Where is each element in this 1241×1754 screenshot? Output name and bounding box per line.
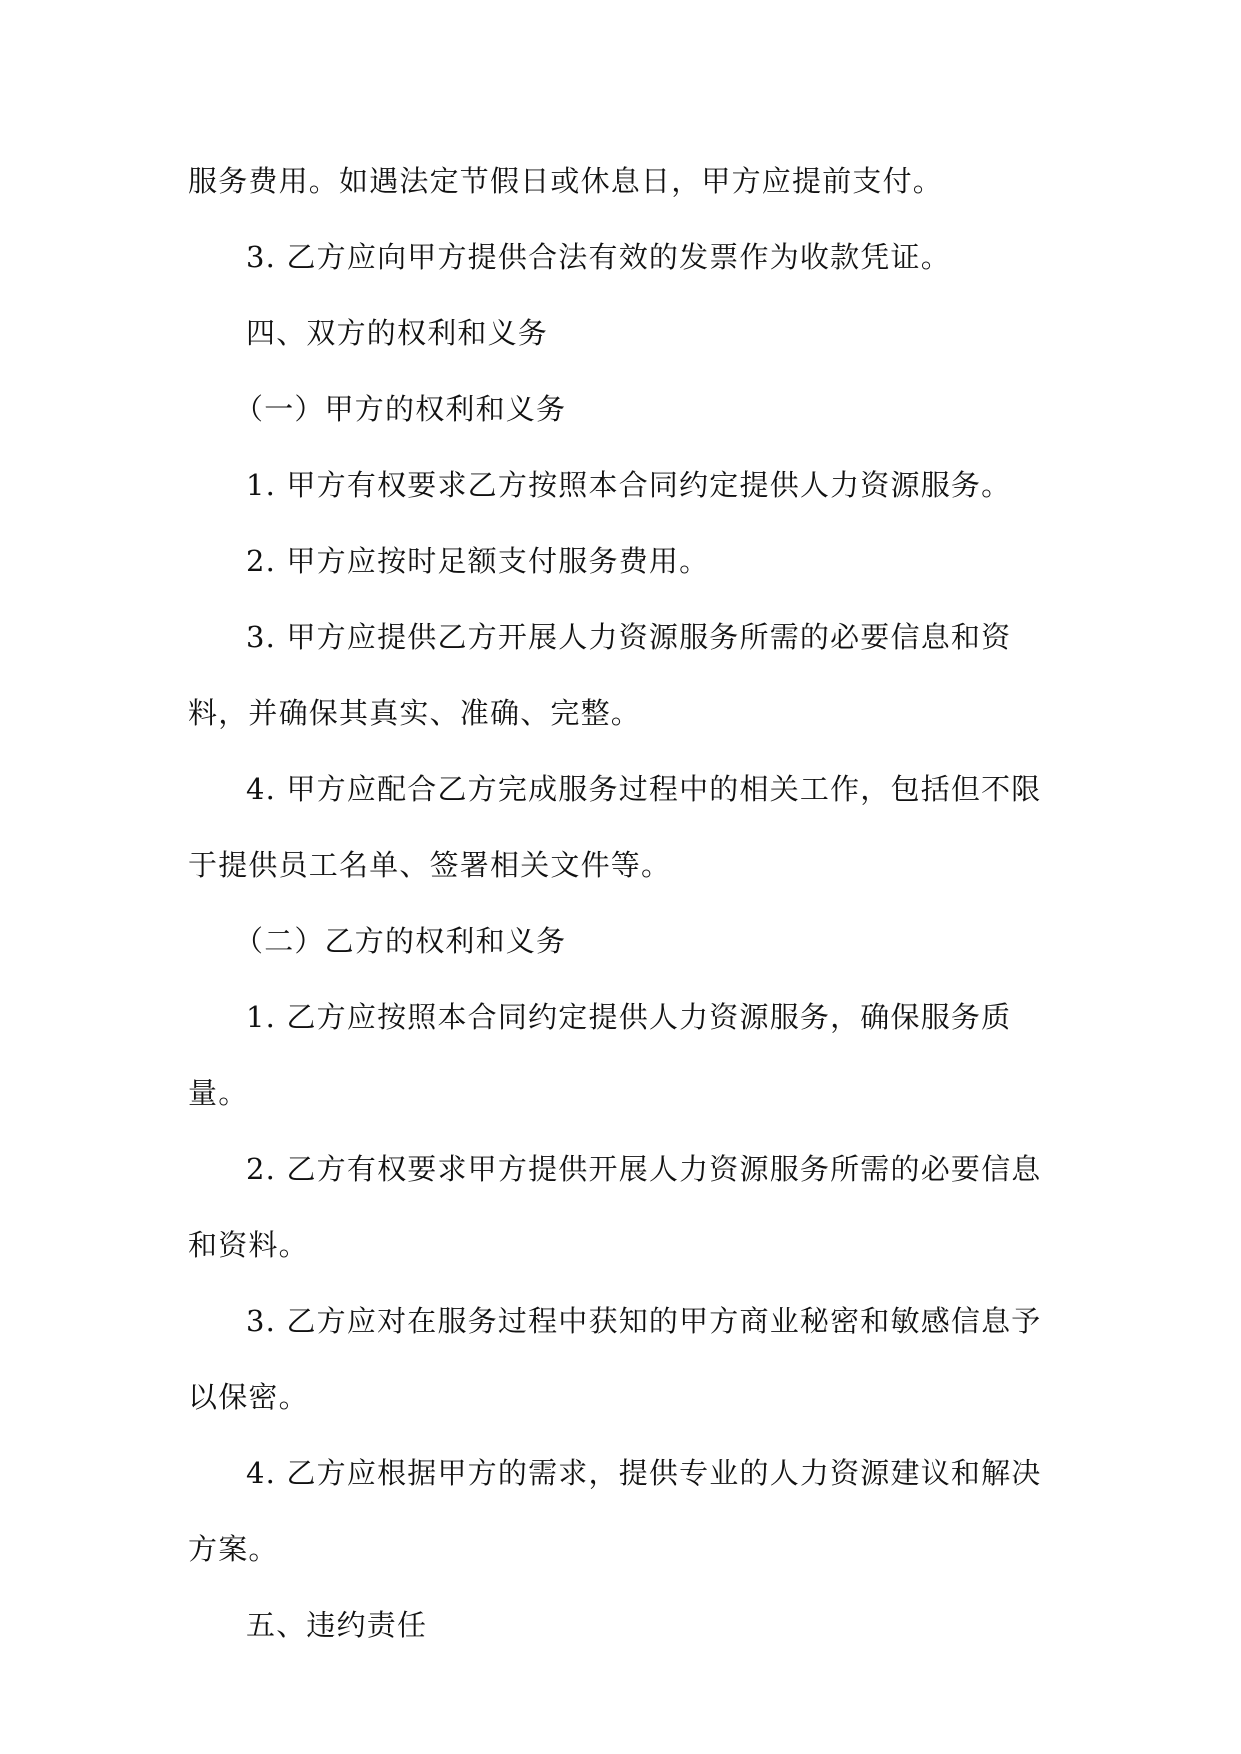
clause-item: 3. 乙方应对在服务过程中获知的甲方商业秘密和敏感信息予以保密。	[188, 1304, 1042, 1414]
clause-item: 3. 乙方应向甲方提供合法有效的发票作为收款凭证。	[246, 240, 951, 274]
subsection-heading: （一）甲方的权利和义务	[234, 392, 567, 426]
clause-item: 2. 乙方有权要求甲方提供开展人力资源服务所需的必要信息和资料。	[188, 1152, 1042, 1262]
section-heading: 五、违约责任	[246, 1608, 428, 1642]
document-body	[188, 143, 1054, 1663]
clause-item: 3. 甲方应提供乙方开展人力资源服务所需的必要信息和资料，并确保其真实、准确、完整。	[188, 620, 1012, 730]
clause-item: 4. 甲方应配合乙方完成服务过程中的相关工作，包括但不限于提供员工名单、签署相关文件等。	[188, 772, 1042, 882]
subsection-heading: （二）乙方的权利和义务	[234, 924, 567, 958]
clause-item: 2. 甲方应按时足额支付服务费用。	[246, 544, 710, 578]
clause-item: 1. 乙方应按照本合同约定提供人力资源服务，确保服务质量。	[188, 1000, 1012, 1110]
clause-item: 4. 乙方应根据甲方的需求，提供专业的人力资源建议和解决方案。	[188, 1456, 1042, 1566]
clause-item: 1. 甲方有权要求乙方按照本合同约定提供人力资源服务。	[246, 468, 1012, 502]
paragraph-continuation: 服务费用。如遇法定节假日或休息日，甲方应提前支付。	[188, 164, 944, 198]
section-heading: 四、双方的权利和义务	[246, 316, 549, 350]
